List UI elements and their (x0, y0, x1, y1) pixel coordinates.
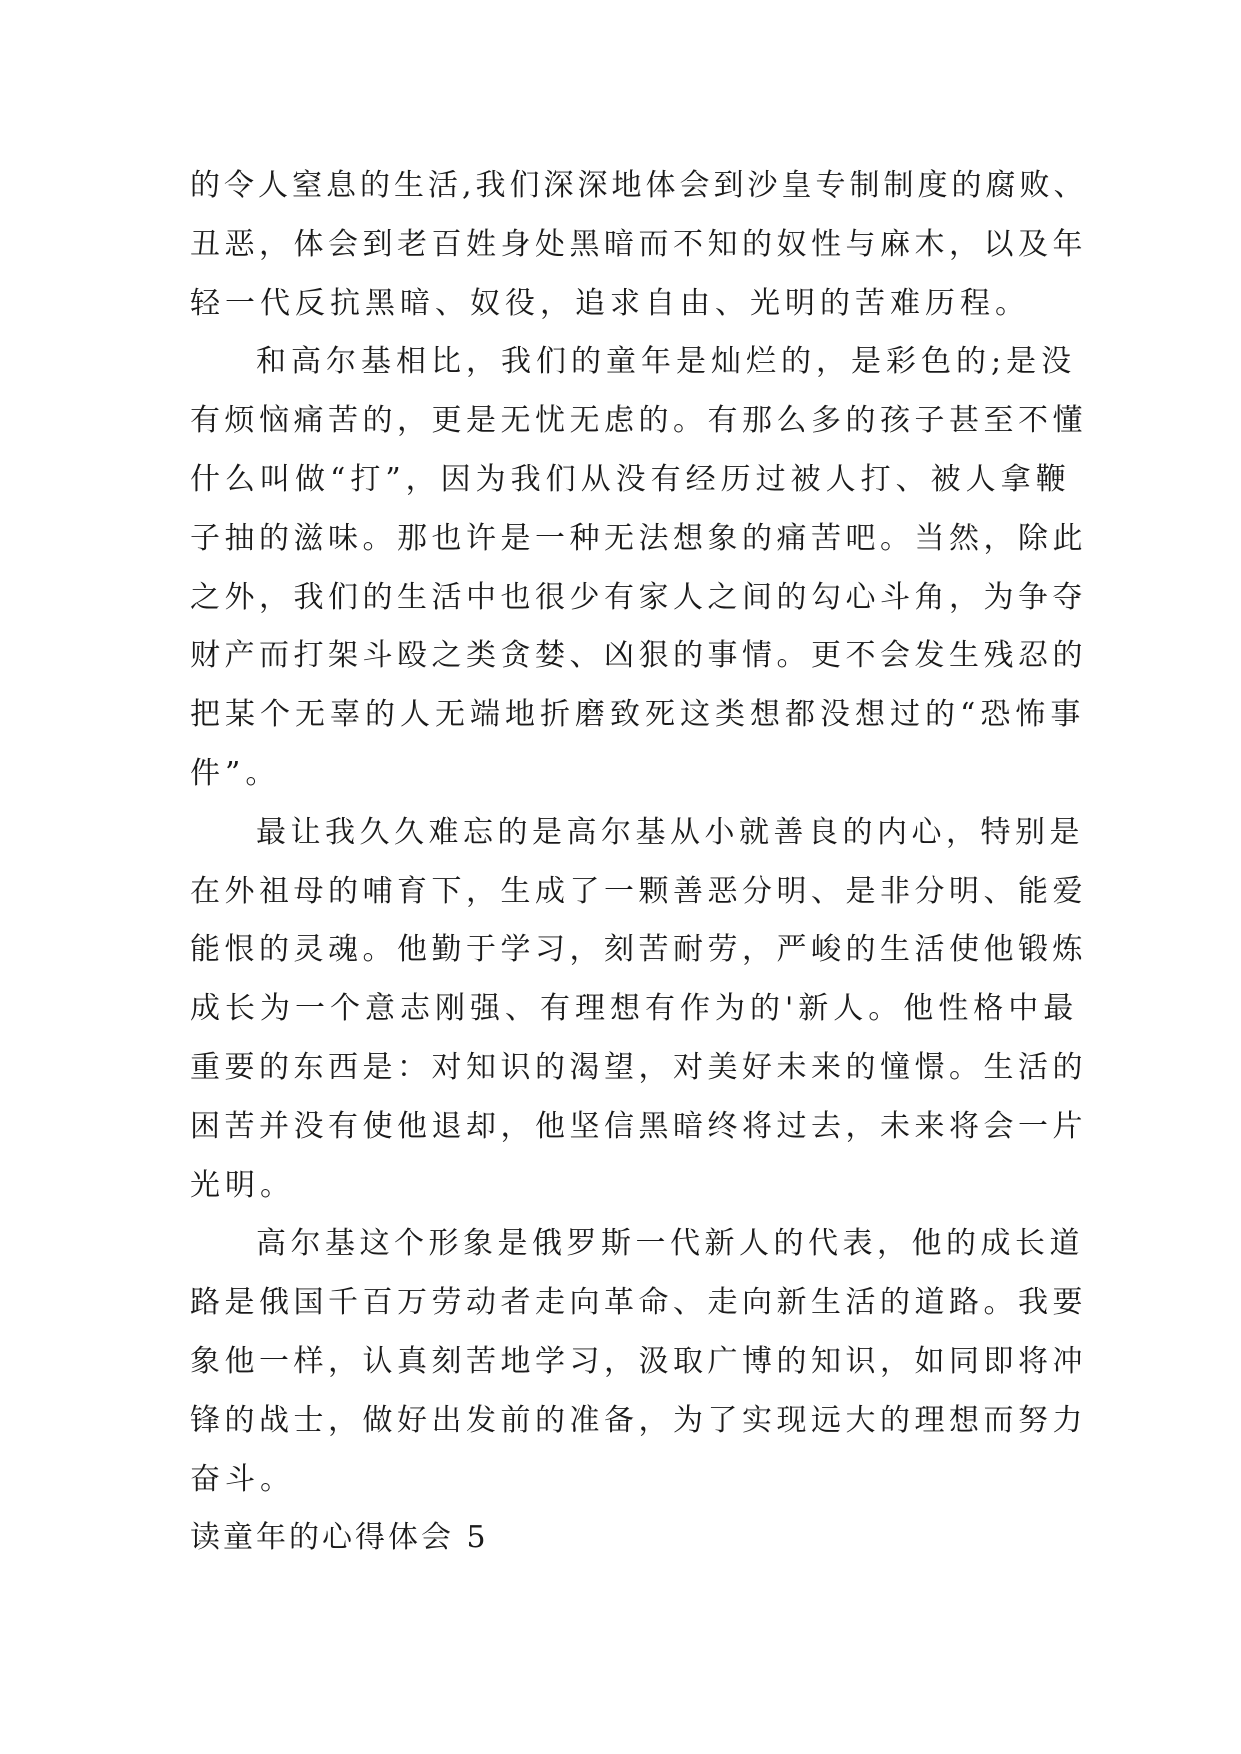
text-line: 的令人窒息的生活,我们深深地体会到沙皇专制制度的腐败、 (190, 168, 1088, 203)
text-line: 重要的东西是：对知识的渴望，对美好未来的憧憬。生活的 (190, 1049, 1087, 1085)
text-line: 能恨的灵魂。他勤于学习，刻苦耐劳，严峻的生活使他锻炼 (190, 932, 1087, 968)
text-line: 有烦恼痛苦的，更是无忧无虑的。有那么多的孩子甚至不懂 (190, 403, 1087, 439)
text-line: 锋的战士，做好出发前的准备，为了实现远大的理想而努力 (190, 1402, 1087, 1438)
text-line: 轻一代反抗黑暗、奴役，追求自由、光明的苦难历程。 (190, 285, 1030, 321)
text-line: 丑恶，体会到老百姓身处黑暗而不知的奴性与麻木，以及年 (190, 226, 1087, 262)
text-line: 路是俄国千百万劳动者走向革命、走向新生活的道路。我要 (190, 1285, 1087, 1321)
text-line: 什么叫做“打”，因为我们从没有经历过被人打、被人拿鞭 (190, 461, 1071, 497)
text-line: 之外，我们的生活中也很少有家人之间的勾心斗角，为争夺 (190, 579, 1087, 615)
text-line: 把某个无辜的人无端地折磨致死这类想都没想过的“恐怖事 (190, 697, 1086, 733)
section-heading: 读童年的心得体会 5 (190, 1520, 489, 1556)
text-line: 在外祖母的哺育下，生成了一颗善恶分明、是非分明、能爱 (190, 873, 1087, 909)
text-line: 成长为一个意志刚强、有理想有作为的'新人。他性格中最 (190, 991, 1079, 1027)
paragraph-start-line: 高尔基这个形象是俄罗斯一代新人的代表，他的成长道 (256, 1226, 1084, 1262)
text-line: 奋斗。 (190, 1461, 295, 1497)
text-line: 子抽的滋味。那也许是一种无法想象的痛苦吧。当然，除此 (190, 520, 1087, 556)
text-line: 光明。 (190, 1167, 295, 1203)
text-line: 象他一样，认真刻苦地学习，汲取广博的知识，如同即将冲 (190, 1343, 1087, 1379)
text-line: 财产而打架斗殴之类贪婪、凶狠的事情。更不会发生残忍的 (190, 638, 1087, 674)
text-line: 件”。 (190, 755, 281, 791)
text-line: 困苦并没有使他退却，他坚信黑暗终将过去，未来将会一片 (190, 1108, 1087, 1144)
document-body (190, 157, 1090, 1568)
paragraph-start-line: 和高尔基相比，我们的童年是灿烂的，是彩色的;是没 (256, 344, 1077, 380)
paragraph-start-line: 最让我久久难忘的是高尔基从小就善良的内心，特别是 (256, 814, 1084, 850)
